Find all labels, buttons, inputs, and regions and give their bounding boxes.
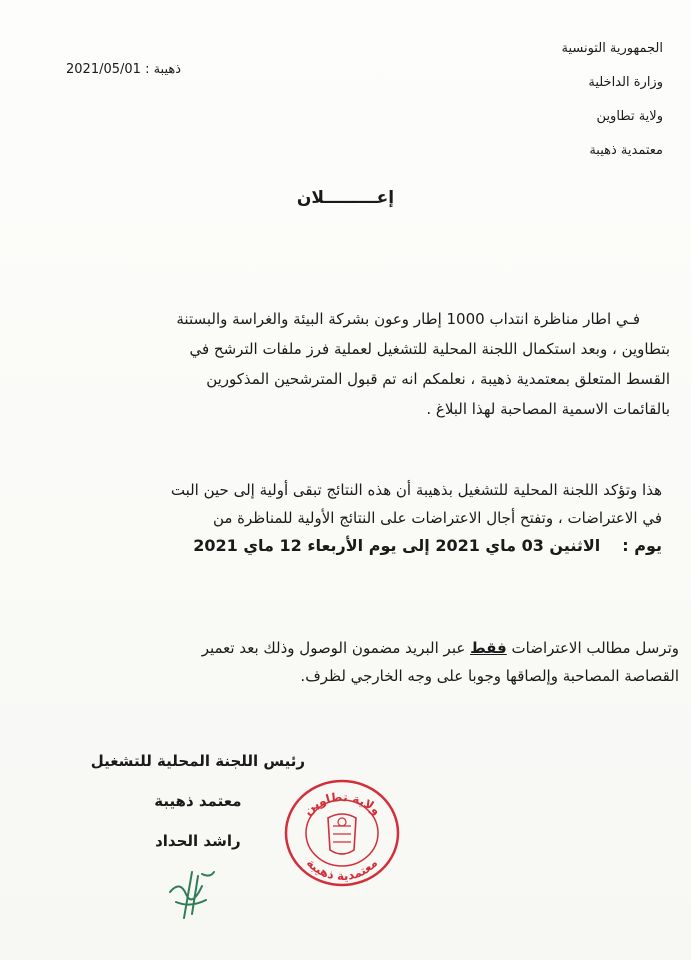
- paragraph-selection-results: [68, 304, 670, 424]
- signatory-block: [91, 752, 305, 872]
- header-line-delegation: معتمدية ذهيبة: [589, 143, 663, 158]
- official-stamp: [281, 776, 403, 890]
- paragraph-line: في الاعتراضات ، وتفتح أجال الاعتراضات على النتائج الأولية للمناظرة من: [212, 509, 662, 527]
- objection-period: [50, 532, 662, 560]
- signatory-name: راشد الحداد: [155, 832, 241, 850]
- document-date: ذهيبة : 2021/05/01: [66, 62, 182, 77]
- date-range: الاثنين 03 ماي 2021 إلى يوم الأربعاء 12 ماي 2021: [193, 536, 601, 555]
- handwritten-signature: [162, 862, 224, 924]
- stamp-text-top: ولاية تطاوين: [300, 789, 384, 818]
- paragraph-mail-instructions: [84, 634, 679, 690]
- paragraph-line: بتطاوين ، وبعد استكمال اللجنة المحلية للتشغيل لعملية فرز ملفات الترشح في: [189, 340, 670, 358]
- header-line-ministry: وزارة الداخلية: [588, 75, 663, 90]
- ministry-header: [443, 40, 663, 176]
- header-line-republic: الجمهورية التونسية: [561, 41, 663, 56]
- paragraph-line: القصاصة المصاحبة وإلصاقها وجوبا على وجه الخارجي لظرف.: [300, 667, 679, 685]
- announcement-title: إعـــــــــلان: [296, 188, 395, 208]
- paragraph-line: [84, 634, 679, 662]
- instruction-emphasis: فقط: [470, 639, 507, 657]
- instruction-before: وترسل مطالب الاعتراضات: [511, 639, 679, 657]
- paragraph-objections: [50, 476, 662, 560]
- paragraph-line: هذا وتؤكد اللجنة المحلية للتشغيل بذهيبة أن هذه النتائج تبقى أولية إلى حين البت: [170, 481, 662, 499]
- header-line-governorate: ولاية تطاوين: [596, 109, 663, 124]
- signatory-title: رئيس اللجنة المحلية للتشغيل: [90, 752, 305, 770]
- paragraph-line: بالقائمات الاسمية المصاحبة لهذا البلاغ .: [426, 400, 670, 418]
- instruction-after: عبر البريد مضمون الوصول وذلك بعد تعمير: [201, 639, 466, 657]
- stamp-text-bottom: معتمدية ذهيبة: [303, 855, 381, 884]
- paragraph-line: فـي اطار مناظرة انتداب 1000 إطار وعون بشركة البيئة والغراسة والبستنة: [176, 310, 640, 328]
- day-label: يوم :: [622, 536, 662, 555]
- signatory-role: معتمد ذهيبة: [154, 792, 242, 810]
- paragraph-line: القسط المتعلق بمعتمدية ذهيبة ، نعلمكم انه تم قبول المترشحين المذكورين: [206, 370, 670, 388]
